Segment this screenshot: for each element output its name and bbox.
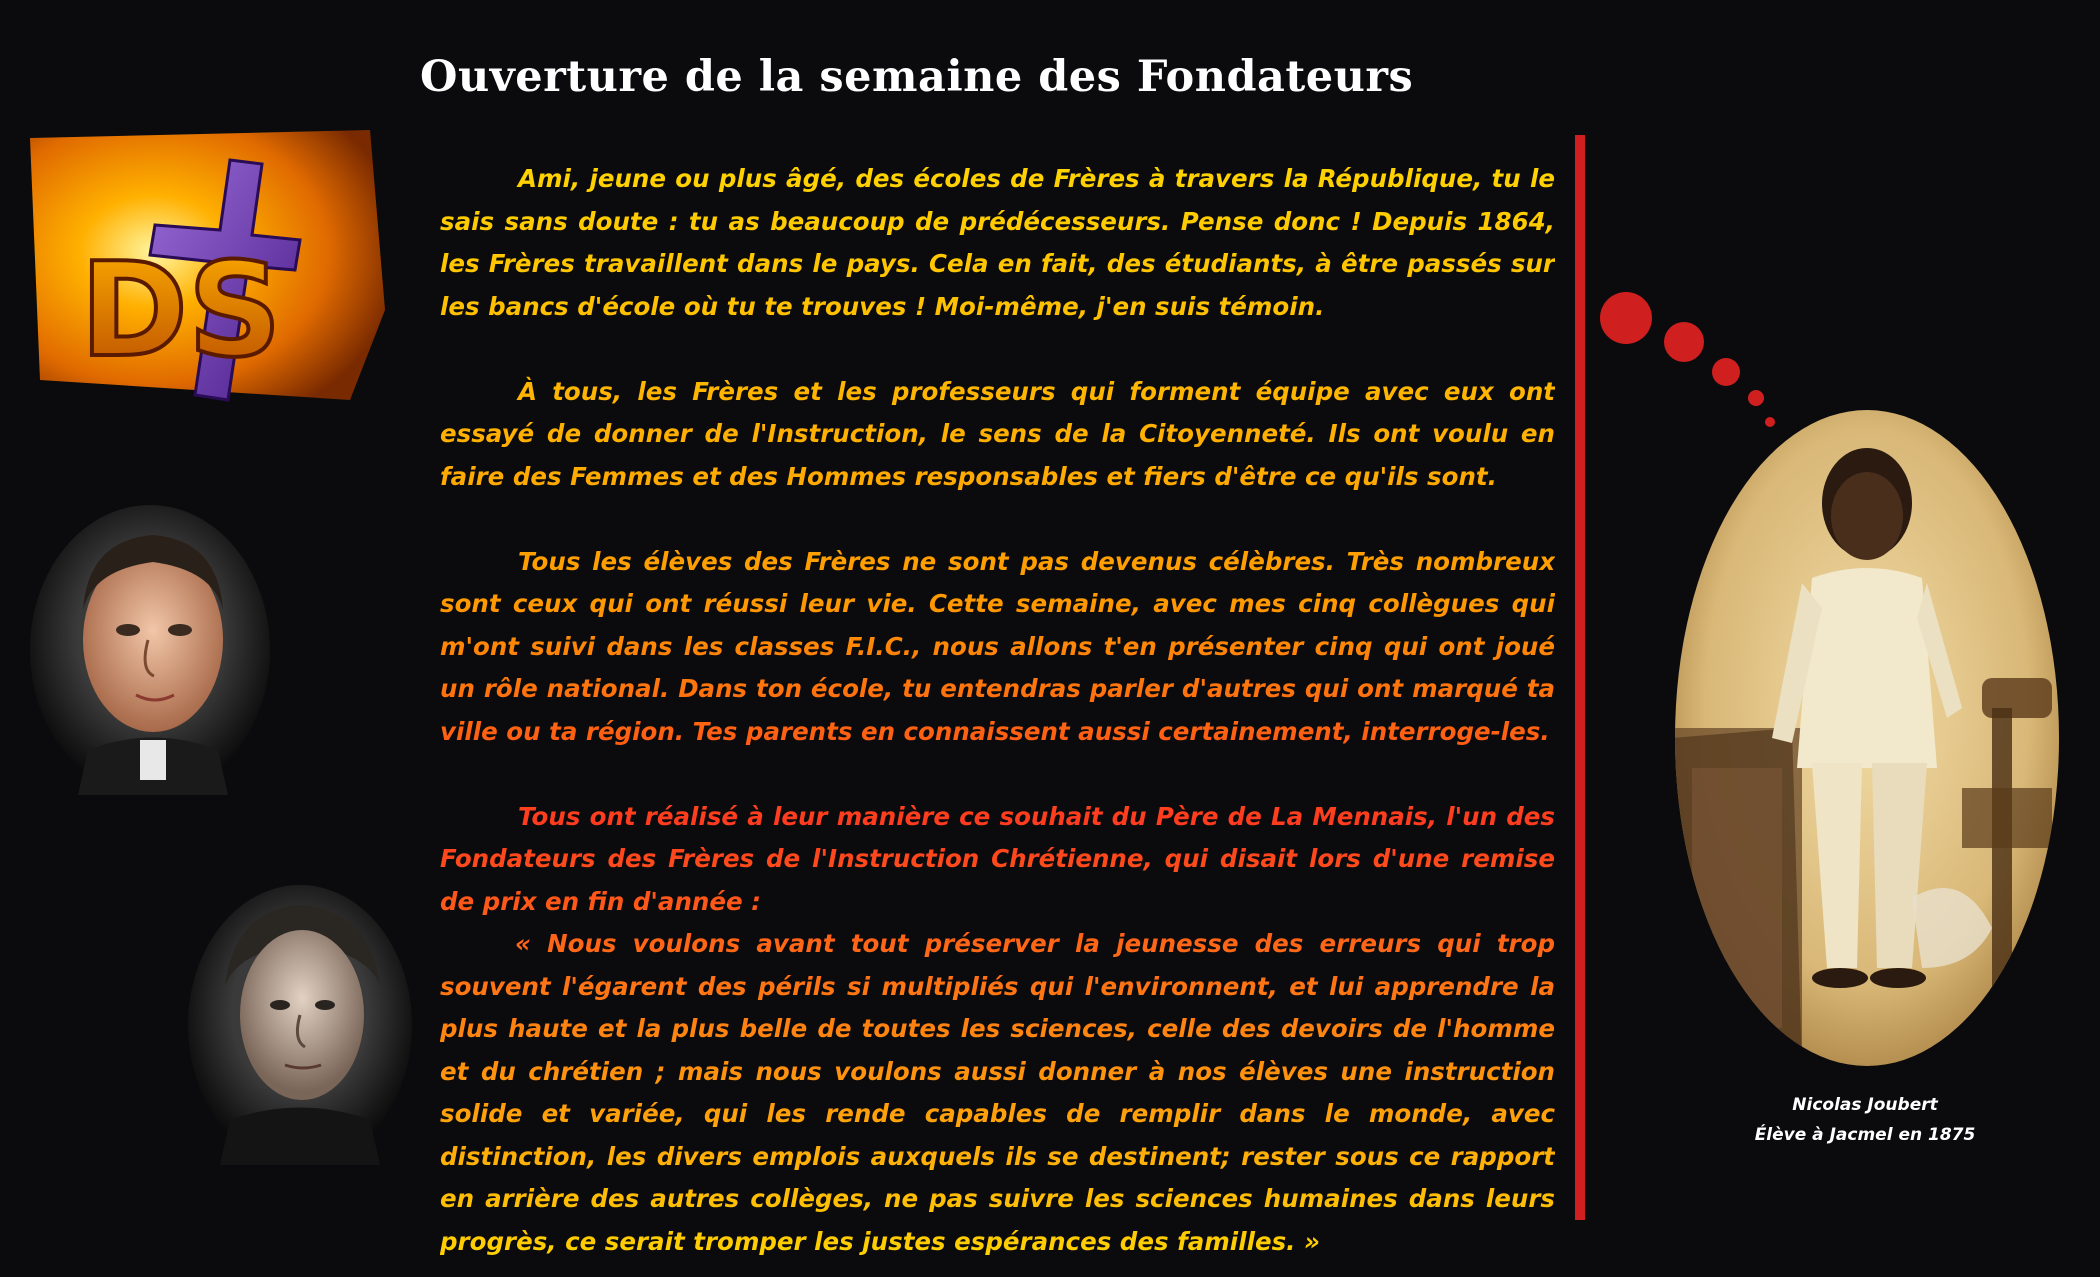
paragraph: Tous ont réalisé à leur manière ce souhait du Père de La Mennais, l'un des Fondateurs des Frères de l'Instruction Chrétienne, qui disait lors d'une remise de prix en fin d'année : [440, 801, 1555, 916]
article-text [440, 158, 1555, 1263]
founder-portrait-1 [28, 500, 273, 795]
paragraph: Ami, jeune ou plus âgé, des écoles de Frères à travers la République, tu le sais sans doute : tu as beaucoup de prédécesseurs. Pense donc ! Depuis 1864, les Frères travaillent dans le pays. Cela en fait, des étudiants, à être passés sur les bancs d'école où tu te trouves ! Moi-même, j'en suis témoin. [440, 164, 1555, 321]
paragraph: Tous les élèves des Frères ne sont pas devenus célèbres. Très nombreux sont ceux qui ont réussi leur vie. Cette semaine, avec mes cinq collègues qui m'ont suivi dans les classes F.I.C., nous allons t'en présenter cinq qui ont joué un rôle national. Dans ton école, tu entendras parler d'autres qui ont marqué ta ville ou ta région. Tes parents en connaissent aussi certainement, interroge-les. [440, 546, 1555, 746]
paragraph: À tous, les Frères et les professeurs qui forment équipe avec eux ont essayé de donner de l'Instruction, le sens de la Citoyenneté. Ils ont voulu en faire des Femmes et des Hommes responsables et fiers d'être ce qu'ils sont. [440, 376, 1555, 491]
red-divider [1575, 135, 1585, 1220]
photo-caption [1700, 1090, 2030, 1150]
caption-detail: Élève à Jacmel en 1875 [1754, 1125, 1976, 1145]
la-mennais-quote: « Nous voulons avant tout préserver la jeunesse des erreurs qui trop souvent l'égarent des périls si multipliés qui l'environnent, et lui apprendre la plus haute et la plus belle de toutes les sciences, celle des devoirs de l'homme et du chrétien ; mais nous voulons aussi donner à nos élèves une instruction solide et variée, qui les rende capables de remplir dans le monde, avec distinction, les divers emplois auxquels ils se destinent; rester sous ce rapport en arrière des autres collèges, ne pas suivre les sciences humaines dans leurs progrès, ce serait tromper les justes espérances des familles. » [440, 929, 1555, 1256]
svg-text:DS: DS [80, 234, 282, 386]
founder-portrait-2 [185, 875, 415, 1165]
dts-logo [30, 130, 390, 410]
page-title: Ouverture de la semaine des Fondateurs [420, 52, 1414, 102]
student-photo [1672, 408, 2062, 1068]
caption-name: Nicolas Joubert [1792, 1095, 1938, 1115]
